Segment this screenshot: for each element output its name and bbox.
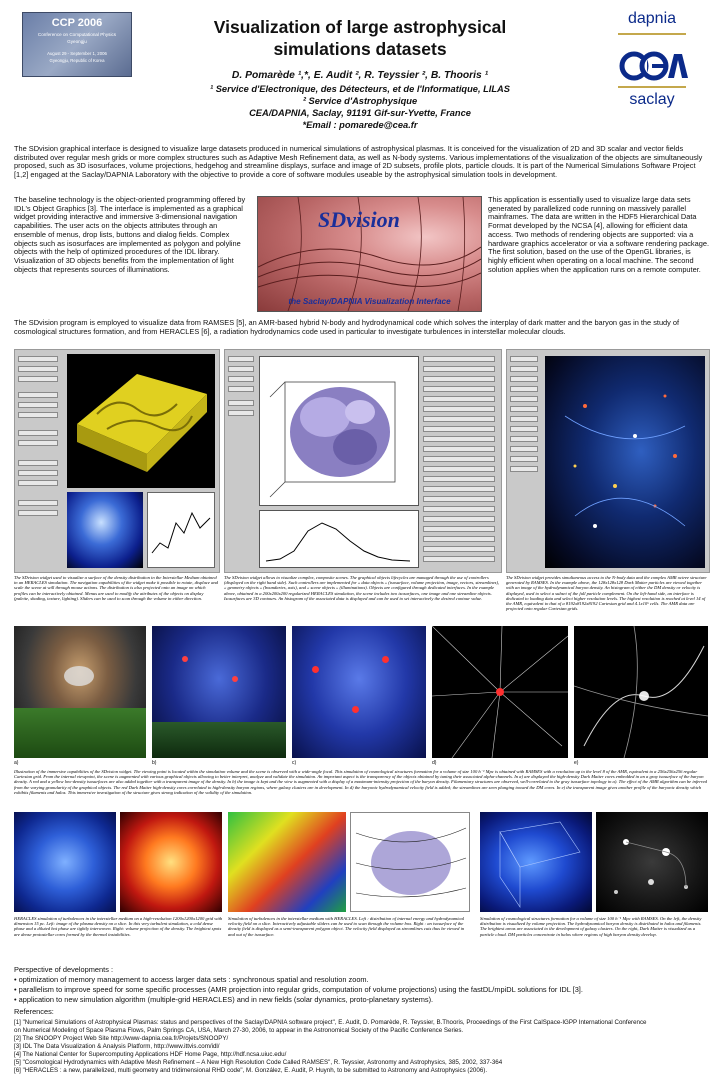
streamlines-render — [432, 626, 568, 758]
widget-screenshot-1 — [14, 349, 220, 573]
widget-screenshot-2 — [224, 349, 502, 573]
perspective-item-3: • application to new simulation algorithm (multiple-grid HERACLES) and in new fields (solar dynamics, proto-planetary systems). — [14, 995, 434, 1004]
label-d: d) — [432, 760, 437, 766]
caption-cosmo: Simulation of cosmological structures formation for a volume of size 100 h⁻¹ Mpc with RAMSES. On the left, the density distribution is visualized by volume projection. The hydrodynamical baryon density is distributed in halos and filaments. The brightest areas are associated to the development of galaxy clusters. On the right, Dark Matter is visualized as a particle cloud. DM particles concentrate in halos where regions of high baryon density develop. — [480, 916, 702, 937]
nbody-render — [545, 356, 705, 568]
perspective-item-2: • parallelism to improve speed for some specific processes (AMR projection into regular grids, computation of volume projections) using the fastDL/mpiDL solutions for IDL [3]. — [14, 985, 583, 994]
isosurface-render — [67, 354, 215, 488]
logo-divider-bottom — [618, 86, 686, 88]
poster-title-line1: Visualization of large astrophysical — [213, 17, 507, 37]
middle-paragraph: The SDvision program is employed to visualize data from RAMSES [5], an AMR-based hybrid N-body and hydrodynamical code which solves the interplay of dark matter and the baryon gas in the study of cosmological structures formation, and from HERACLES [6], a radiation hydrodynamics code used in particular to investigate turbulences in interstellar molecular clouds. — [14, 318, 680, 336]
reference-2: [2] The SNOOPY Project Web Site http://www-dapnia.cea.fr/Projets/SNOOPY/ — [14, 1035, 229, 1042]
widget2-controllers — [423, 356, 497, 568]
cosmo-volume-projection — [480, 812, 592, 912]
heracles-volume-projection — [120, 812, 222, 912]
composite-scene-render — [260, 357, 419, 506]
caption-heracles-turbulence: HERACLES simulation of turbulences in the interstellar medium on a high-resolution 1200x1200x1200 grid with dimension 15 pc. Left: image of the plasma density on a slice. In this very turbulent simulation, a cold dense phase and a diluted hot phase are tightly interwoven. Right: volume projection of the density. The brightest spots are dense protostellar cores formed by the thermal instabilities. — [14, 916, 223, 937]
label-e: e) — [574, 760, 579, 766]
conference-badge — [22, 12, 132, 77]
cea-logo-icon — [612, 48, 692, 84]
badge-title: CCP 2006 — [51, 17, 103, 29]
heracles-velocity-slice — [228, 812, 346, 912]
cosmo-particle-cloud — [596, 812, 708, 912]
immersive-view-e — [574, 626, 708, 758]
perspective-title: Perspective of developments : — [14, 965, 114, 974]
left-column-paragraph: The baseline technology is the object-oriented programming offered by IDL's Object Graphics [3]. The interface is implemented as a graphical widget providing interactive and immersive 3-dimensional navigation capabilities. The user acts on the objects attributes through an ensemble of menus, drop lists, buttons and dialog fields. Complex objects such as isosurfaces are implemented as polygon and polyline objects with the help of optimized procedures of the IDL library. Visualization of 3D objects benefits from the implementation of light objects that represents sources of illuminations. — [14, 195, 246, 274]
caption-widget-1: The SDvision widget used to visualize a surface of the density distribution in the Interstellar Medium obtained in an HERACLES simulation. The navigation capabilities of the widget make it possible to rotate, displace and scale the scene at will through mouse actions. The distribution is also projected onto an image on which profiles can be interactively obtained. Menus are used to modify the attributes of the objects on display (palette, shading, texture, lighting). Sliders can be used to scan through the volume in either direction. — [14, 575, 218, 601]
cea-logo — [612, 48, 692, 84]
logo-divider-top — [618, 33, 686, 35]
label-a: a) — [14, 760, 19, 766]
poster-title-line2: simulations datasets — [273, 39, 447, 59]
widget1-3d-view[interactable] — [67, 354, 215, 488]
intro-paragraph: The SDvision graphical interface is designed to visualize large datasets produced in numerical simulations of astrophysical plasmas. It is conceived for the visualization of 2D and 3D scalar and vector fields distributed over regular mesh grids or more complex structures such as Adaptive Mesh Refinement data, as well as N-body systems. Various implementations of the visualization of the objects are simultaneously proposed, such as 3D isosurfaces, volume projections, hedgehog and streamline displays, surface and image of 2D subsets, profile plots, particle clouds. It is part of the Numerical Simulations Software Project [1,2] engaged at the Saclay/DAPNIA Laboratory with the objective to provide a core of software modules useable by the astrophysical simulation tools in development. — [14, 144, 703, 180]
widget2-controls-left — [228, 356, 256, 566]
heracles-isosurface-streamlines — [350, 812, 470, 912]
widget3-controls — [510, 356, 540, 566]
reference-1b: on Numerical Modeling of Space Plasma Flows, Palm Springs CA, USA, March 27-30, 2006, to appear in the Astronomical Society of the Pacific Conference Series. — [14, 1027, 464, 1034]
reference-3: [3] IDL The Data Visualization & Analysis Platform, http://www.ittvis.com/idl/ — [14, 1043, 220, 1050]
cosmo-cube-outline — [480, 812, 592, 912]
sdvision-banner — [257, 196, 482, 312]
reference-5: [5] "Cosmological Hydrodynamics with Adaptive Mesh Refinement – A New High Resolution Code Called RAMSES", R. Teyssier, Astronomy and Astrophysics, 385, 2002, 337-364 — [14, 1059, 503, 1066]
particle-cloud-render — [596, 812, 708, 912]
badge-sub1: Conference on Computational Physics — [37, 32, 117, 37]
reference-6: [6] "HERACLES : a new, parallelized, multi geometry and tridimensional RHD code", M. González, E. Audit, P. Huynh, to be submitted to Astronomy and Astrophysics (2006). — [14, 1067, 488, 1074]
references-title: References: — [14, 1007, 54, 1016]
affiliation-2: ² Service d'Astrophysique — [302, 96, 418, 106]
caption-widget-3: The SDvision widget provides simultaneous access to the N-body data and the complex AMR octree structure generated by RAMSES. In the example above, the 128x128x128 Dark Matter particles are viewed together with an image of the hydrodynamical baryon density. An histogram of either the DM density or velocity is displayed, used to select a subset of the full particle complement. On the left-hand side, an interface is dedicated to loading data and select higher resolution levels. The highest resolution is reached at level 14 of the AMR, equivalent to that of a 8192x8192x8192 Cartesian grid and 4.1x10⁵ cells. The AMR data are projected onto regular Cartesian grids. — [506, 575, 707, 612]
saclay-logo-text: saclay — [629, 91, 675, 108]
affiliation-3: CEA/DAPNIA, Saclay, 91191 Gif-sur-Yvette, France — [249, 108, 471, 118]
reference-1a: [1] "Numerical Simulations of Astrophysical Plasmas: status and perspectives of the Saclay/DAPNIA software project", E. Audit, D. Pomarède, R. Teyssier, B.Thooris, Proceedings of the First CalSpace-IGPP International Conference — [14, 1019, 647, 1026]
dapnia-logo-text: dapnia — [627, 10, 677, 27]
widget1-controls — [18, 356, 62, 566]
caption-heracles-velocity: Simulation of turbulences in the interstellar medium with HERACLES. Left : distribution of internal energy and hydrodynamical velocity field on a slice. Interactively adjustable sliders can be used to scan through the volume box. Right : an isosurface of the density field is displayed as a semi-transparent polygon object. The velocity field displayed as streamlines cuts thus be viewed in and out of the isosurface. — [228, 916, 465, 937]
saclay-logo — [612, 86, 692, 109]
banner-logo: SDvision — [318, 207, 400, 232]
profile-plot-icon — [148, 493, 215, 568]
badge-sub2: Gyeongju — [67, 39, 87, 44]
caption-widget-2: The SDvision widget allows to visualize complex, composite scenes. The graphical objects lifecycles are managed through the use of controllers (displayed on the right hand side). Such controllers are implemented for « data objects » (isosurface, volume projection, image, vectors, streamlines), « geometry objects » (boundaries, axis), and « scene objects » (illuminations). Objects are configured through dedicated interfaces. In the example above, obtained in a 200x200x200 regularized HERACLES simulation, the scene includes two isosurfaces, one image and one streamline objects. Isosurfaces are 3D contours. An histogram of the associated data is displayed and can be used to set interactively the desired contour value. — [224, 575, 500, 601]
immersive-view-a — [14, 626, 146, 758]
immersive-view-c — [292, 626, 426, 758]
contact-email: *Email : pomarede@cea.fr — [302, 120, 418, 130]
widget2-histogram — [259, 510, 419, 568]
immersive-view-d — [432, 626, 568, 758]
immersive-view-b — [152, 626, 286, 758]
widget1-slice-image[interactable] — [67, 492, 143, 568]
badge-sub4: Gyeongju, Republic of Korea — [49, 58, 105, 63]
affiliation-1: ¹ Service d'Electronique, des Détecteurs, et de l'Informatique, LILAS — [210, 84, 510, 94]
label-b: b) — [152, 760, 157, 766]
reference-4: [4] The National Center for Supercomputing Applications HDF Home Page, http://hdf.ncsa.uiuc.edu/ — [14, 1051, 287, 1058]
filaments-render — [574, 626, 708, 758]
isosurface-streamlines-render — [351, 813, 470, 912]
widget3-3d-view[interactable] — [545, 356, 705, 568]
banner-tagline: the Saclay/DAPNIA Visualization Interface — [288, 297, 451, 306]
caption-immersive: Illustration of the immersive capabilities of the SDvision widget. The viewing point is located within the simulation volume and the scene is observed with a wide-angle focal. This simulation of cosmological structures formation for a volume of size 100 h⁻¹ Mpc is obtained with RAMSES with a resolution up to the level 8 of the AMR, equivalent to a 256x256x256 regular Cartesian grid. From the internal viewpoint, the scene is augmented with various graphical objects allowing to better interpret, analyze and validate the simulation. An important aspect is the transparency of the objects obtained by tuning their associated alpha-channels. In a) are displayed the high-density Dark Matter cores embedded in an a gray isosurface of the baryon density. A red and a yellow low-density isosurfaces are also added together with a transparent image of the density. In b) the image is kept and the view is augmented with a display of a maximum-intensity projection of the baryon density. Filamentary structures are observed, well-correlated to the gray isosurface topology in a). The effect of the AMR algorithm can be inferred from the varying granularity of the graphical objects. The red Dark Matter high-density cores correlated to high-density baryon regions, where galaxy clusters are in development. In d) the baryonic hydrodynamical velocity field is added; the streamlines are seen plunging toward the DM cores. In e) the transparent image gives another profile of the baryonic density which exhibits filaments and halos. This immersive investigation of the structure gives strong indication of the validity of the simulation. — [14, 769, 707, 795]
histogram-plot-icon — [260, 511, 419, 568]
heracles-slice-image — [14, 812, 116, 912]
label-c: c) — [292, 760, 297, 766]
dapnia-logo — [612, 10, 692, 35]
widget2-3d-view[interactable] — [259, 356, 419, 506]
badge-sub3: August 29 - September 1, 2006 — [47, 51, 107, 56]
widget-screenshot-3 — [506, 349, 710, 573]
authors: D. Pomarède ¹,*, E. Audit ², R. Teyssier ², B. Thooris ¹ — [231, 70, 489, 81]
right-column-paragraph: This application is essentially used to visualize large data sets generated by parallelized code running on massively parallel mainframes. The data are written in the HDF5 Hierarchical Data Format developed by the NCSA [4], allowing for efficient data access. Two methods of rendering objects are supported: via a hardware graphics accelerator or via a software rendering package. The first solution, based on the use of the OpenGL libraries, is highly efficient when operating on a local machine. The second solution applies when the application runs on a remote computer. — [488, 195, 710, 274]
perspective-item-1: • optimization of memory management to access larger data sets : synchronous spatial and resolution zoom. — [14, 975, 369, 984]
widget1-profile-plot — [147, 492, 215, 568]
